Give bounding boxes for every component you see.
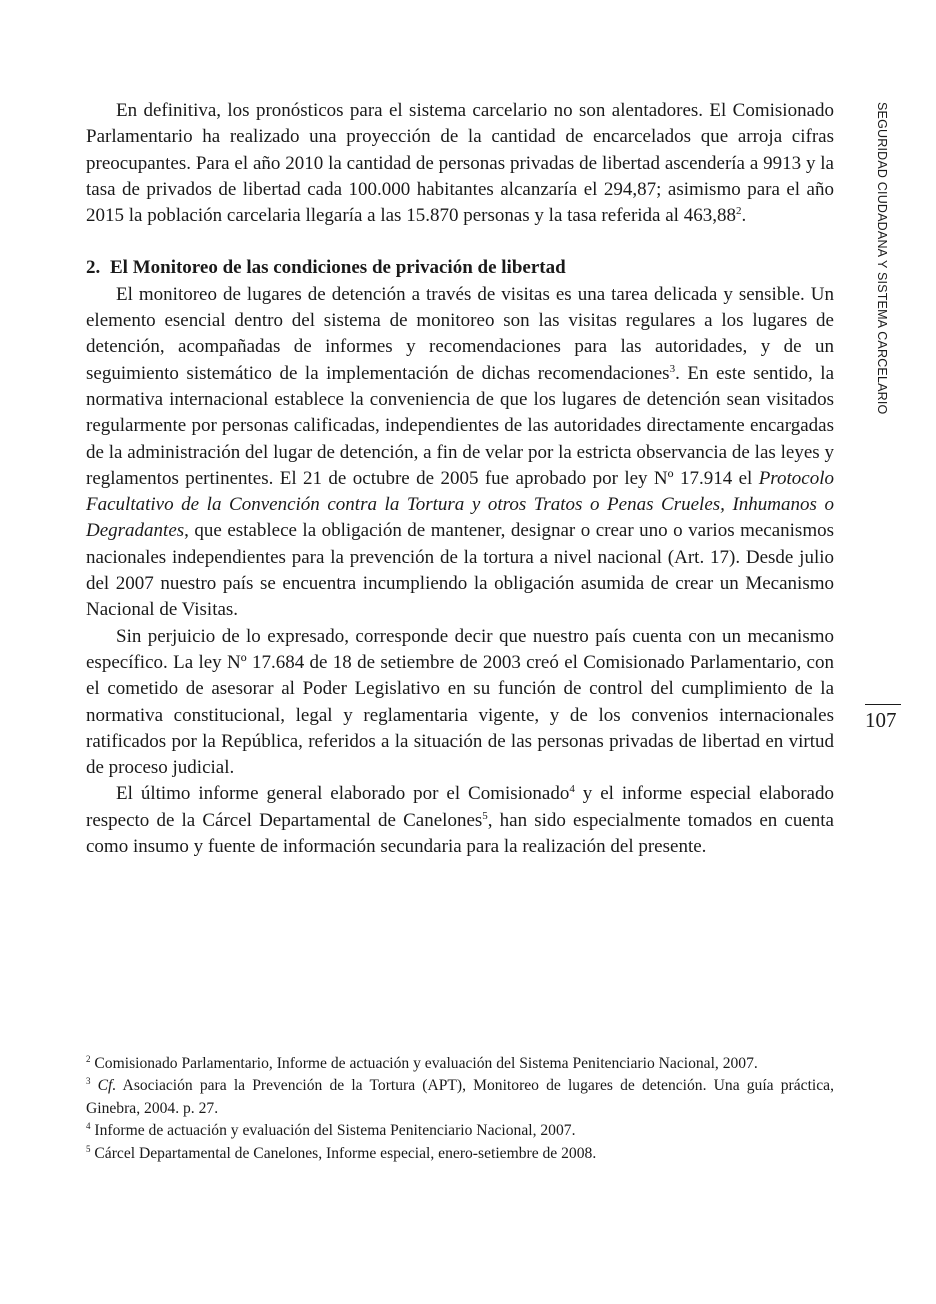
paragraph-projection [86, 98, 834, 229]
footnote-number: 3 [86, 1076, 91, 1087]
footnote-3 [86, 1075, 834, 1120]
footnote-text: Comisionado Parlamentario, Informe de actuación y evaluación del Sistema Penitenciario Nacional, 2007. [94, 1055, 758, 1072]
footnote-italic: Cf. [97, 1077, 117, 1095]
paragraph-monitoring-part3: , que establece la obligación de mantener, designar o crear uno o varios mecanismos nacionales independientes para la prevención de la tortura a nivel nacional (Art. 17). Desde julio del 2007 nuestro país se encuentra incumpliendo la obligación asumida de crear un Mecanismo Nacional de Visitas. [86, 520, 834, 621]
paragraph-commissioner-text: Sin perjuicio de lo expresado, corresponde decir que nuestro país cuenta con un mecanismo específico. La ley Nº 17.684 de 18 de setiembre de 2003 creó el Comisionado Parlamentario, con el cometido de asesorar al Poder Legislativo en su función de control del cumplimiento de la normativa constitucional, legal y reglamentaria vigente, y de los convenios internacionales ratificados por la República, referidos a la situación de las personas privadas de libertad en virtud de proceso judicial. [86, 625, 834, 779]
paragraph-monitoring-part1: El monitoreo de lugares de detención a través de visitas es una tarea delicada y sensible. Un elemento esencial dentro del sistema de monitoreo son las visitas regulares a los lugares de detención, acompañadas de informes y recomendaciones para las autoridades, y de un seguimiento sistemático de la implementación de dichas recomendaciones [86, 283, 834, 384]
footnote-ref-5: 5 [482, 809, 488, 822]
running-head: SEGURIDAD CIUDADANA Y SISTEMA CARCELARIO [875, 102, 889, 415]
footnotes [86, 1053, 834, 1165]
paragraph-reports-part3: , han sido especialmente tomados en cuenta como insumo y fuente de información secundaria para la realización del presente. [86, 809, 834, 858]
footnote-5 [86, 1143, 834, 1165]
paragraph-projection-end: . [741, 205, 747, 227]
paragraph-monitoring [86, 282, 834, 624]
page-number: 107 [865, 708, 897, 732]
section-heading [86, 255, 834, 281]
paragraph-reports [86, 781, 834, 860]
footnote-text: Asociación para la Prevención de la Tortura (APT), Monitoreo de lugares de detención. Una guía práctica, Ginebra, 2004. p. 27. [86, 1077, 834, 1117]
section-number: 2. [86, 257, 101, 279]
section-title: El Monitoreo de las condiciones de privación de libertad [110, 257, 566, 279]
paragraph-reports-part1: El último informe general elaborado por el Comisionado [116, 783, 570, 805]
footnote-ref-3: 3 [669, 362, 676, 375]
paragraph-monitoring-part2: . En este sentido, la normativa internacional establece la conveniencia de que los lugares de detención sean visitados regularmente por personas calificadas, independientes de las autoridades directamente encargadas de la administración del lugar de detención, a fin de velar por la estricta observancia de las leyes y reglamentos pertinentes. El 21 de octubre de 2005 fue aprobado por ley Nº 17.914 el [86, 362, 834, 489]
footnote-4 [86, 1120, 834, 1142]
footnote-ref-2: 2 [735, 205, 742, 218]
footnote-text: Cárcel Departamental de Canelones, Informe especial, enero-setiembre de 2008. [94, 1144, 597, 1162]
paragraph-reports-part2: y el informe especial elaborado respecto de la Cárcel Departamental de Canelones [86, 783, 834, 831]
footnote-ref-4: 4 [569, 783, 575, 796]
footnote-2 [86, 1053, 834, 1075]
page-number-rule [865, 704, 901, 705]
footnote-number: 4 [86, 1121, 91, 1132]
footnote-number: 5 [86, 1143, 91, 1154]
footnote-number: 2 [86, 1054, 91, 1064]
footnote-text: Informe de actuación y evaluación del Sistema Penitenciario Nacional, 2007. [94, 1122, 576, 1140]
paragraph-commissioner [86, 624, 834, 782]
protocol-title: Protocolo Facultativo de la Convención contra la Tortura y otros Tratos o Penas Crueles, Inhumanos o Degradantes [86, 467, 834, 542]
main-text [86, 98, 834, 860]
paragraph-projection-text: En definitiva, los pronósticos para el sistema carcelario no son alentadores. El Comisionado Parlamentario ha realizado una proyección de la cantidad de encarcelados que arroja cifras preocupantes. Para el año 2010 la cantidad de personas privadas de libertad ascendería a 9913 y la tasa de privados de libertad cada 100.000 habitantes alcanzaría el 294,87; asimismo para el año 2015 la población carcelaria llegaría a las 15.870 personas y la tasa referida al 463,88 [86, 100, 834, 227]
